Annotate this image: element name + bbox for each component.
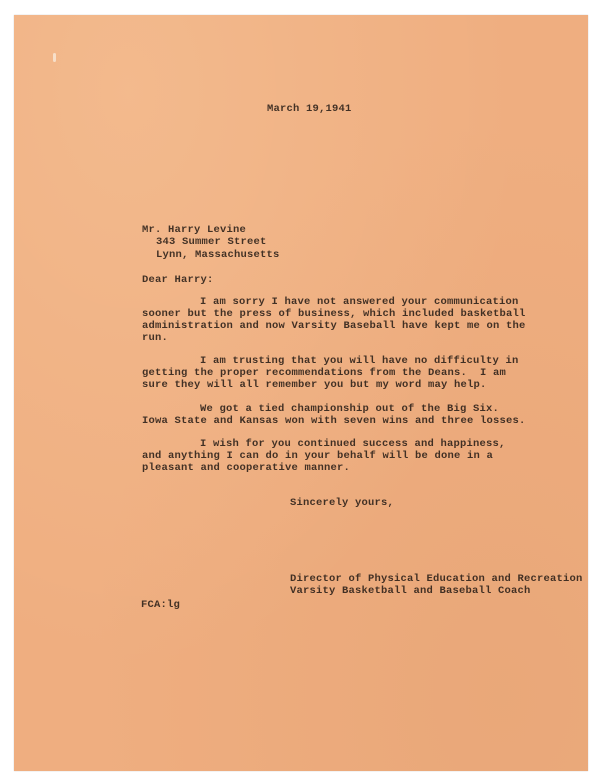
paragraph-line: run. <box>142 332 169 344</box>
signature-title: Director of Physical Education and Recreation <box>290 573 583 585</box>
paragraph-line: I am sorry I have not answered your communication <box>200 296 519 308</box>
signature-subtitle: Varsity Basketball and Baseball Coach <box>290 585 531 597</box>
paragraph-line: We got a tied championship out of the Big Six. <box>200 403 500 415</box>
paragraph-line: I wish for you continued success and happiness, <box>200 438 506 450</box>
recipient-name: Mr. Harry Levine <box>142 224 247 236</box>
salutation: Dear Harry: <box>142 274 214 286</box>
paragraph-line: I am trusting that you will have no difficulty in <box>200 355 519 367</box>
paragraph-line: Iowa State and Kansas won with seven wins and three losses. <box>142 415 526 427</box>
letter-page <box>14 15 588 771</box>
paper-blemish <box>53 53 56 62</box>
recipient-street: 343 Summer Street <box>156 236 267 248</box>
paragraph-line: getting the proper recommendations from the Deans. I am <box>142 367 507 379</box>
paragraph-line: and anything I can do in your behalf will be done in a <box>142 450 494 462</box>
paragraph-line: administration and now Varsity Baseball have kept me on the <box>142 320 526 332</box>
letter-date: March 19,1941 <box>267 103 352 115</box>
paragraph-line: sure they will all remember you but my word may help. <box>142 379 487 391</box>
recipient-city: Lynn, Massachusetts <box>156 249 280 261</box>
paragraph-line: sooner but the press of business, which included basketball <box>142 308 526 320</box>
closing: Sincerely yours, <box>290 497 395 509</box>
paragraph-line: pleasant and cooperative manner. <box>142 462 351 474</box>
typist-initials: FCA:lg <box>141 599 181 611</box>
